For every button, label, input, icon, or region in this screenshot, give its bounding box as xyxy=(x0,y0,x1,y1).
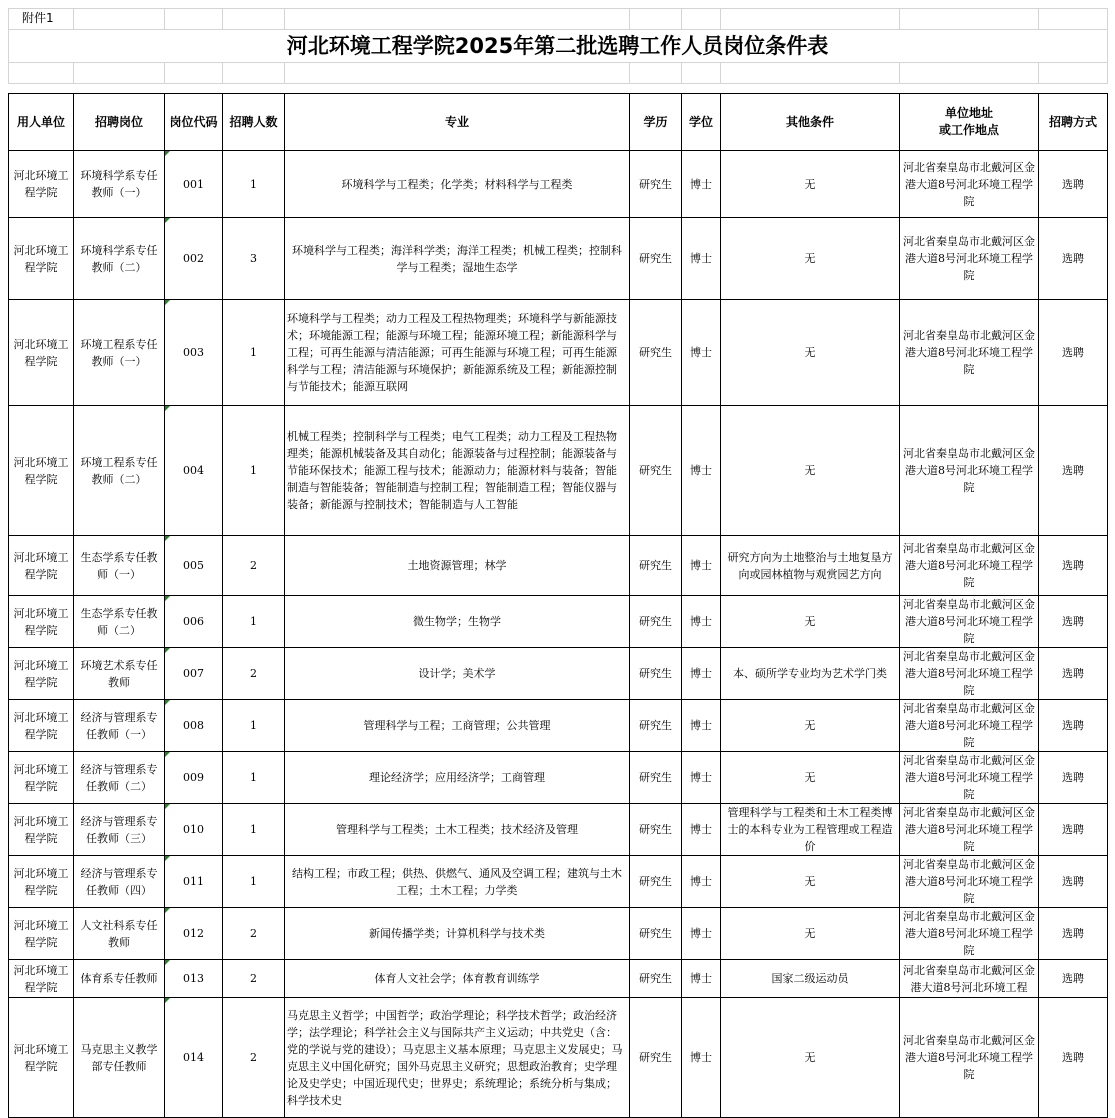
cell-address: 河北省秦皇岛市北戴河区金港大道8号河北环境工程学院 xyxy=(900,300,1039,406)
cell-degree: 博士 xyxy=(682,218,721,300)
cell-education: 研究生 xyxy=(630,960,682,998)
cell-method: 选聘 xyxy=(1039,960,1108,998)
cell-position: 经济与管理系专任教师（三） xyxy=(74,804,165,856)
cell-education: 研究生 xyxy=(630,998,682,1118)
table-row xyxy=(9,960,1108,998)
cell-unit: 河北环境工程学院 xyxy=(9,648,74,700)
cell-other: 研究方向为土地整治与土地复垦方向或园林植物与观赏园艺方向 xyxy=(721,536,900,596)
cell-position: 环境科学系专任教师（二） xyxy=(74,218,165,300)
header-count: 招聘人数 xyxy=(223,94,285,151)
cell-degree: 博士 xyxy=(682,596,721,648)
cell-degree: 博士 xyxy=(682,700,721,752)
cell-address: 河北省秦皇岛市北戴河区金港大道8号河北环境工程学院 xyxy=(900,218,1039,300)
cell-count: 1 xyxy=(223,804,285,856)
cell-count: 1 xyxy=(223,856,285,908)
cell-unit: 河北环境工程学院 xyxy=(9,596,74,648)
cell-unit: 河北环境工程学院 xyxy=(9,752,74,804)
cell-code: 008 xyxy=(165,700,223,752)
cell-degree: 博士 xyxy=(682,998,721,1118)
cell-unit: 河北环境工程学院 xyxy=(9,856,74,908)
header-education: 学历 xyxy=(630,94,682,151)
cell-unit: 河北环境工程学院 xyxy=(9,300,74,406)
table-row xyxy=(9,856,1108,908)
cell-other: 管理科学与工程类和土木工程类博士的本科专业为工程管理或工程造价 xyxy=(721,804,900,856)
cell-unit: 河北环境工程学院 xyxy=(9,998,74,1118)
cell-unit: 河北环境工程学院 xyxy=(9,700,74,752)
cell-count: 2 xyxy=(223,908,285,960)
cell-major: 环境科学与工程类；化学类；材料科学与工程类 xyxy=(285,151,630,218)
table-row xyxy=(9,998,1108,1118)
cell-address: 河北省秦皇岛市北戴河区金港大道8号河北环境工程学院 xyxy=(900,536,1039,596)
table-row xyxy=(9,596,1108,648)
cell-code: 006 xyxy=(165,596,223,648)
header-unit: 用人单位 xyxy=(9,94,74,151)
header-address: 单位地址 或工作地点 xyxy=(900,94,1039,151)
cell-method: 选聘 xyxy=(1039,752,1108,804)
cell-count: 1 xyxy=(223,151,285,218)
cell-other: 无 xyxy=(721,856,900,908)
cell-education: 研究生 xyxy=(630,804,682,856)
cell-position: 体育系专任教师 xyxy=(74,960,165,998)
cell-degree: 博士 xyxy=(682,804,721,856)
cell-count: 2 xyxy=(223,960,285,998)
cell-education: 研究生 xyxy=(630,218,682,300)
cell-education: 研究生 xyxy=(630,300,682,406)
cell-major: 微生物学；生物学 xyxy=(285,596,630,648)
positions-table xyxy=(8,93,1108,1118)
cell-other: 国家二级运动员 xyxy=(721,960,900,998)
cell-address: 河北省秦皇岛市北戴河区金港大道8号河北环境工程学院 xyxy=(900,856,1039,908)
page-title: 河北环境工程学院2025年第二批选聘工作人员岗位条件表 xyxy=(286,34,829,58)
cell-other: 无 xyxy=(721,406,900,536)
cell-degree: 博士 xyxy=(682,300,721,406)
cell-unit: 河北环境工程学院 xyxy=(9,406,74,536)
cell-address: 河北省秦皇岛市北戴河区金港大道8号河北环境工程学院 xyxy=(900,596,1039,648)
cell-count: 1 xyxy=(223,596,285,648)
cell-method: 选聘 xyxy=(1039,218,1108,300)
cell-major: 机械工程类；控制科学与工程类；电气工程类；动力工程及工程热物理类；能源机械装备及其自动化；能源装备与过程控制；能源装备与节能环保技术；能源工程与技术；能源动力；能源材料与装备；智能制造与智能装备；智能制造与控制工程；智能制造工程；智能仪器与装备；新能源与控制技术；智能制造与人工智能 xyxy=(285,406,630,536)
cell-method: 选聘 xyxy=(1039,700,1108,752)
cell-major: 体育人文社会学；体育教育训练学 xyxy=(285,960,630,998)
cell-position: 经济与管理系专任教师（二） xyxy=(74,752,165,804)
cell-unit: 河北环境工程学院 xyxy=(9,804,74,856)
cell-other: 无 xyxy=(721,752,900,804)
cell-position: 生态学系专任教师（二） xyxy=(74,596,165,648)
cell-unit: 河北环境工程学院 xyxy=(9,536,74,596)
cell-education: 研究生 xyxy=(630,596,682,648)
cell-code: 009 xyxy=(165,752,223,804)
cell-address: 河北省秦皇岛市北戴河区金港大道8号河北环境工程学院 xyxy=(900,648,1039,700)
cell-degree: 博士 xyxy=(682,908,721,960)
cell-degree: 博士 xyxy=(682,856,721,908)
cell-code: 001 xyxy=(165,151,223,218)
cell-address: 河北省秦皇岛市北戴河区金港大道8号河北环境工程学院 xyxy=(900,151,1039,218)
cell-major: 理论经济学；应用经济学；工商管理 xyxy=(285,752,630,804)
cell-other: 无 xyxy=(721,300,900,406)
cell-count: 1 xyxy=(223,700,285,752)
cell-code: 004 xyxy=(165,406,223,536)
cell-degree: 博士 xyxy=(682,406,721,536)
cell-major: 结构工程；市政工程；供热、供燃气、通风及空调工程；建筑与土木工程；土木工程；力学类 xyxy=(285,856,630,908)
table-row xyxy=(9,218,1108,300)
cell-position: 经济与管理系专任教师（一） xyxy=(74,700,165,752)
cell-position: 生态学系专任教师（一） xyxy=(74,536,165,596)
cell-other: 无 xyxy=(721,908,900,960)
cell-unit: 河北环境工程学院 xyxy=(9,960,74,998)
cell-code: 007 xyxy=(165,648,223,700)
table-row xyxy=(9,151,1108,218)
cell-other: 无 xyxy=(721,596,900,648)
cell-code: 012 xyxy=(165,908,223,960)
cell-major: 设计学；美术学 xyxy=(285,648,630,700)
cell-position: 马克思主义教学部专任教师 xyxy=(74,998,165,1118)
header-degree: 学位 xyxy=(682,94,721,151)
cell-education: 研究生 xyxy=(630,648,682,700)
cell-major: 新闻传播学类；计算机科学与技术类 xyxy=(285,908,630,960)
table-row xyxy=(9,300,1108,406)
header-row xyxy=(9,94,1108,151)
table-row xyxy=(9,406,1108,536)
cell-method: 选聘 xyxy=(1039,536,1108,596)
cell-address: 河北省秦皇岛市北戴河区金港大道8号河北环境工程 xyxy=(900,960,1039,998)
cell-method: 选聘 xyxy=(1039,151,1108,218)
cell-count: 2 xyxy=(223,648,285,700)
cell-major: 环境科学与工程类；动力工程及工程热物理类；环境科学与新能源技术；环境能源工程；能源与环境工程；能源环境工程；新能源科学与工程；可再生能源与清洁能源；可再生能源与环境工程；可再生能源科学与工程；清洁能源与环境保护；新能源系统及工程；新能源控制与节能技术；能源互联网 xyxy=(285,300,630,406)
cell-degree: 博士 xyxy=(682,752,721,804)
cell-unit: 河北环境工程学院 xyxy=(9,908,74,960)
header-method: 招聘方式 xyxy=(1039,94,1108,151)
cell-major: 环境科学与工程类；海洋科学类；海洋工程类；机械工程类；控制科学与工程类；湿地生态学 xyxy=(285,218,630,300)
cell-major: 马克思主义哲学；中国哲学；政治学理论；科学技术哲学；政治经济学；法学理论；科学社会主义与国际共产主义运动；中共党史（含：党的学说与党的建设）；马克思主义基本原理；马克思主义发展史；马克思主义中国化研究；国外马克思主义研究；思想政治教育；史学理论及史学史；中国近现代史；世界史；系统理论；系统分析与集成；科学技术史 xyxy=(285,998,630,1118)
cell-position: 环境工程系专任教师（二） xyxy=(74,406,165,536)
cell-major: 管理科学与工程类；土木工程类；技术经济及管理 xyxy=(285,804,630,856)
cell-address: 河北省秦皇岛市北戴河区金港大道8号河北环境工程学院 xyxy=(900,752,1039,804)
cell-position: 环境艺术系专任教师 xyxy=(74,648,165,700)
table-row xyxy=(9,752,1108,804)
cell-code: 005 xyxy=(165,536,223,596)
cell-major: 土地资源管理；林学 xyxy=(285,536,630,596)
cell-code: 002 xyxy=(165,218,223,300)
header-position: 招聘岗位 xyxy=(74,94,165,151)
cell-other: 无 xyxy=(721,218,900,300)
cell-code: 010 xyxy=(165,804,223,856)
cell-other: 无 xyxy=(721,998,900,1118)
cell-education: 研究生 xyxy=(630,406,682,536)
cell-count: 2 xyxy=(223,998,285,1118)
cell-position: 人文社科系专任教师 xyxy=(74,908,165,960)
cell-unit: 河北环境工程学院 xyxy=(9,218,74,300)
cell-degree: 博士 xyxy=(682,648,721,700)
table-row xyxy=(9,908,1108,960)
header-other: 其他条件 xyxy=(721,94,900,151)
cell-degree: 博士 xyxy=(682,536,721,596)
table-row xyxy=(9,648,1108,700)
cell-method: 选聘 xyxy=(1039,998,1108,1118)
cell-method: 选聘 xyxy=(1039,856,1108,908)
cell-position: 经济与管理系专任教师（四） xyxy=(74,856,165,908)
cell-code: 014 xyxy=(165,998,223,1118)
cell-method: 选聘 xyxy=(1039,804,1108,856)
cell-degree: 博士 xyxy=(682,960,721,998)
table-row xyxy=(9,700,1108,752)
cell-count: 1 xyxy=(223,752,285,804)
cell-education: 研究生 xyxy=(630,908,682,960)
cell-major: 管理科学与工程；工商管理；公共管理 xyxy=(285,700,630,752)
cell-other: 无 xyxy=(721,151,900,218)
cell-unit: 河北环境工程学院 xyxy=(9,151,74,218)
cell-education: 研究生 xyxy=(630,700,682,752)
cell-method: 选聘 xyxy=(1039,908,1108,960)
cell-count: 1 xyxy=(223,300,285,406)
table-row xyxy=(9,804,1108,856)
header-major: 专业 xyxy=(285,94,630,151)
cell-position: 环境科学系专任教师（一） xyxy=(74,151,165,218)
cell-count: 3 xyxy=(223,218,285,300)
attachment-label: 附件1 xyxy=(22,11,54,25)
cell-education: 研究生 xyxy=(630,536,682,596)
cell-code: 013 xyxy=(165,960,223,998)
cell-address: 河北省秦皇岛市北戴河区金港大道8号河北环境工程学院 xyxy=(900,908,1039,960)
cell-address: 河北省秦皇岛市北戴河区金港大道8号河北环境工程学院 xyxy=(900,406,1039,536)
cell-method: 选聘 xyxy=(1039,300,1108,406)
cell-address: 河北省秦皇岛市北戴河区金港大道8号河北环境工程学院 xyxy=(900,804,1039,856)
cell-other: 无 xyxy=(721,700,900,752)
cell-education: 研究生 xyxy=(630,856,682,908)
cell-count: 2 xyxy=(223,536,285,596)
cell-code: 003 xyxy=(165,300,223,406)
cell-method: 选聘 xyxy=(1039,406,1108,536)
cell-code: 011 xyxy=(165,856,223,908)
cell-other: 本、硕所学专业均为艺术学门类 xyxy=(721,648,900,700)
cell-education: 研究生 xyxy=(630,151,682,218)
cell-education: 研究生 xyxy=(630,752,682,804)
cell-method: 选聘 xyxy=(1039,596,1108,648)
cell-method: 选聘 xyxy=(1039,648,1108,700)
table-row xyxy=(9,536,1108,596)
cell-degree: 博士 xyxy=(682,151,721,218)
cell-position: 环境工程系专任教师（一） xyxy=(74,300,165,406)
header-code: 岗位代码 xyxy=(165,94,223,151)
cell-address: 河北省秦皇岛市北戴河区金港大道8号河北环境工程学院 xyxy=(900,700,1039,752)
cell-count: 1 xyxy=(223,406,285,536)
cell-address: 河北省秦皇岛市北戴河区金港大道8号河北环境工程学院 xyxy=(900,998,1039,1118)
